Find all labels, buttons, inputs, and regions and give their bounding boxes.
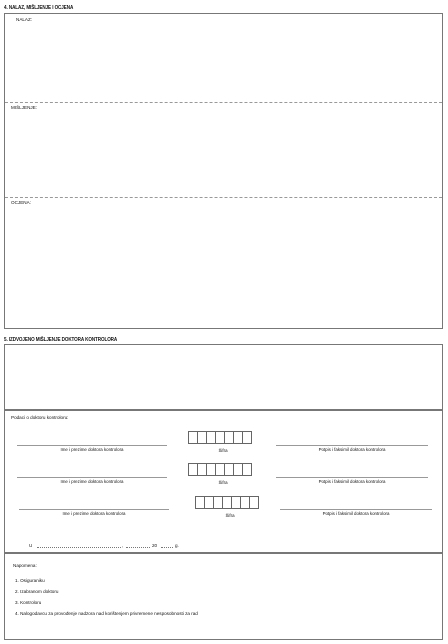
separate-opinion-box[interactable]: [4, 344, 443, 410]
notes-item: 2. Izabranom doktoru: [15, 589, 59, 594]
code-caption: Šifra: [218, 480, 228, 485]
signature-line[interactable]: [276, 445, 428, 446]
name-caption: Ime i prezime doktora kontrolora: [60, 479, 124, 484]
controllers-header: Podaci o doktoru kontroloru:: [11, 415, 69, 420]
name-line[interactable]: [19, 509, 169, 510]
divider: [5, 197, 442, 198]
notes-item: 1. Osiguraniku: [15, 578, 45, 583]
ocjena-label: OCJENA:: [11, 200, 31, 205]
date-sep: ,: [122, 543, 124, 548]
name-caption: Ime i prezime doktora kontrolora: [62, 511, 126, 516]
findings-box: [4, 13, 443, 329]
date-year: 20: [152, 543, 158, 548]
date-line[interactable]: [126, 547, 150, 548]
code-cells[interactable]: [188, 431, 251, 444]
signature-caption: Potpis i faksimil doktora kontrolora: [318, 447, 386, 452]
date-prefix: U: [29, 543, 33, 548]
signature-caption: Potpis i faksimil doktora kontrolora: [322, 511, 390, 516]
section5-title: 5. IZDVOJENO MIŠLJENJE DOKTORA KONTROLORA: [4, 337, 118, 343]
code-cells[interactable]: [195, 496, 258, 509]
notes-item: 4. Nalogodavcu za provođenje nadzora nad korištenjem privremene nesposobnosti za rad: [15, 611, 198, 616]
place-line[interactable]: [37, 547, 121, 548]
notes-box: [4, 553, 443, 640]
signature-line[interactable]: [280, 509, 432, 510]
signature-caption: Potpis i faksimil doktora kontrolora: [318, 479, 386, 484]
name-caption: Ime i prezime doktora kontrolora: [60, 447, 124, 452]
name-line[interactable]: [17, 445, 167, 446]
misljenje-label: MIŠLJENJE:: [11, 105, 38, 110]
controllers-box: [4, 410, 443, 553]
code-caption: Šifra: [225, 513, 235, 518]
code-caption: Šifra: [218, 448, 228, 453]
divider: [5, 102, 442, 103]
section4-title: 4. NALAZ, MIŠLJENJE I OCJENA: [4, 5, 74, 11]
signature-line[interactable]: [276, 477, 428, 478]
date-suffix: g.: [175, 543, 179, 548]
code-cells[interactable]: [188, 463, 251, 476]
nalaz-label: NALAZ:: [16, 17, 33, 22]
notes-item: 3. Kontroloru: [15, 600, 42, 605]
notes-header: Napomena:: [13, 563, 37, 568]
year-line[interactable]: [161, 547, 173, 548]
name-line[interactable]: [17, 477, 167, 478]
